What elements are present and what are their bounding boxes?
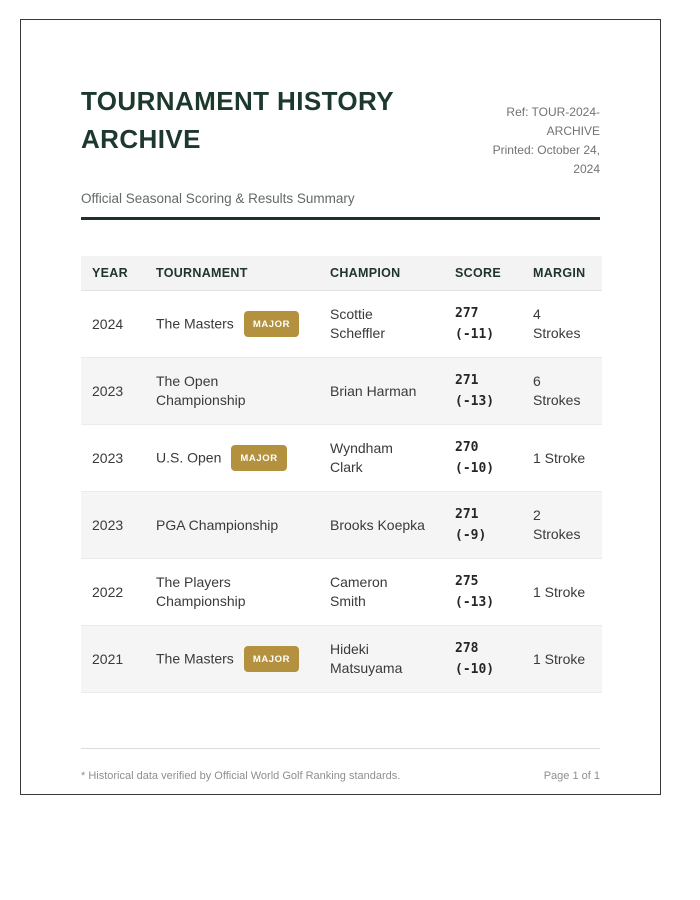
tournament-cell <box>145 358 319 425</box>
margin-cell: 2 Strokes <box>533 507 581 542</box>
table-row <box>81 626 602 693</box>
score-cell: 278 (-10) <box>455 641 495 677</box>
major-badge: MAJOR <box>231 445 286 471</box>
column-header-champion: CHAMPION <box>330 266 401 280</box>
footer <box>81 770 600 782</box>
tournament-name: The Masters <box>156 650 234 667</box>
champion-cell: Hideki Matsuyama <box>330 641 403 676</box>
year-cell: 2021 <box>92 650 124 667</box>
tournament-cell <box>145 492 319 559</box>
table-row <box>81 291 602 358</box>
column-header-score: SCORE <box>455 266 501 280</box>
column-header-tournament: TOURNAMENT <box>156 266 248 280</box>
champion-cell: Cameron Smith <box>330 574 388 609</box>
margin-cell: 1 Stroke <box>533 583 586 600</box>
page-content <box>21 20 660 782</box>
year-cell: 2023 <box>92 449 124 466</box>
table-row <box>81 358 602 425</box>
margin-cell: 1 Stroke <box>533 449 586 466</box>
tournament-name: PGA Championship <box>156 516 279 533</box>
score-cell: 275 (-13) <box>455 574 495 610</box>
table-row <box>81 559 602 626</box>
tournament-name: The Masters <box>156 315 234 332</box>
year-cell: 2024 <box>92 315 124 332</box>
ref-number: Ref: TOUR-2024-ARCHIVE <box>506 105 600 138</box>
score-cell: 277 (-11) <box>455 306 495 342</box>
score-cell: 271 (-9) <box>455 507 487 543</box>
tournament-name: The Open Championship <box>156 373 246 408</box>
year-cell: 2023 <box>92 516 124 533</box>
printed-date: Printed: October 24, 2024 <box>492 143 600 176</box>
major-badge: MAJOR <box>244 311 299 337</box>
tournament-name: The Players Championship <box>156 574 246 609</box>
tournament-name: U.S. Open <box>156 449 222 466</box>
footer-divider <box>81 748 600 749</box>
page-title: TOURNAMENT HISTORY ARCHIVE <box>81 86 394 154</box>
champion-cell: Brooks Koepka <box>330 516 425 533</box>
table-row <box>81 425 602 492</box>
footnote: * Historical data verified by Official World Golf Ranking standards. <box>81 770 401 782</box>
table-header-row <box>81 256 602 291</box>
subtitle: Official Seasonal Scoring & Results Summary <box>81 191 355 206</box>
margin-cell: 6 Strokes <box>533 373 581 408</box>
year-cell: 2023 <box>92 382 124 399</box>
document-meta <box>472 103 600 179</box>
page-indicator: Page 1 of 1 <box>543 770 600 782</box>
column-header-year: YEAR <box>92 266 128 280</box>
table-row <box>81 492 602 559</box>
margin-cell: 1 Stroke <box>533 650 586 667</box>
score-cell: 271 (-13) <box>455 373 495 409</box>
tournament-cell <box>145 559 319 626</box>
tournament-cell <box>145 626 319 693</box>
champion-cell: Brian Harman <box>330 382 417 399</box>
champion-cell: Wyndham Clark <box>330 440 393 475</box>
header-divider <box>81 217 600 220</box>
tournament-cell <box>145 291 319 358</box>
document-header <box>81 82 600 179</box>
results-table-body <box>81 291 602 693</box>
results-table <box>81 256 602 693</box>
margin-cell: 4 Strokes <box>533 306 581 341</box>
page-frame <box>20 19 661 795</box>
champion-cell: Scottie Scheffler <box>330 306 385 341</box>
major-badge: MAJOR <box>244 646 299 672</box>
tournament-cell <box>145 425 319 492</box>
column-header-margin: MARGIN <box>533 266 586 280</box>
year-cell: 2022 <box>92 583 124 600</box>
score-cell: 270 (-10) <box>455 440 495 476</box>
